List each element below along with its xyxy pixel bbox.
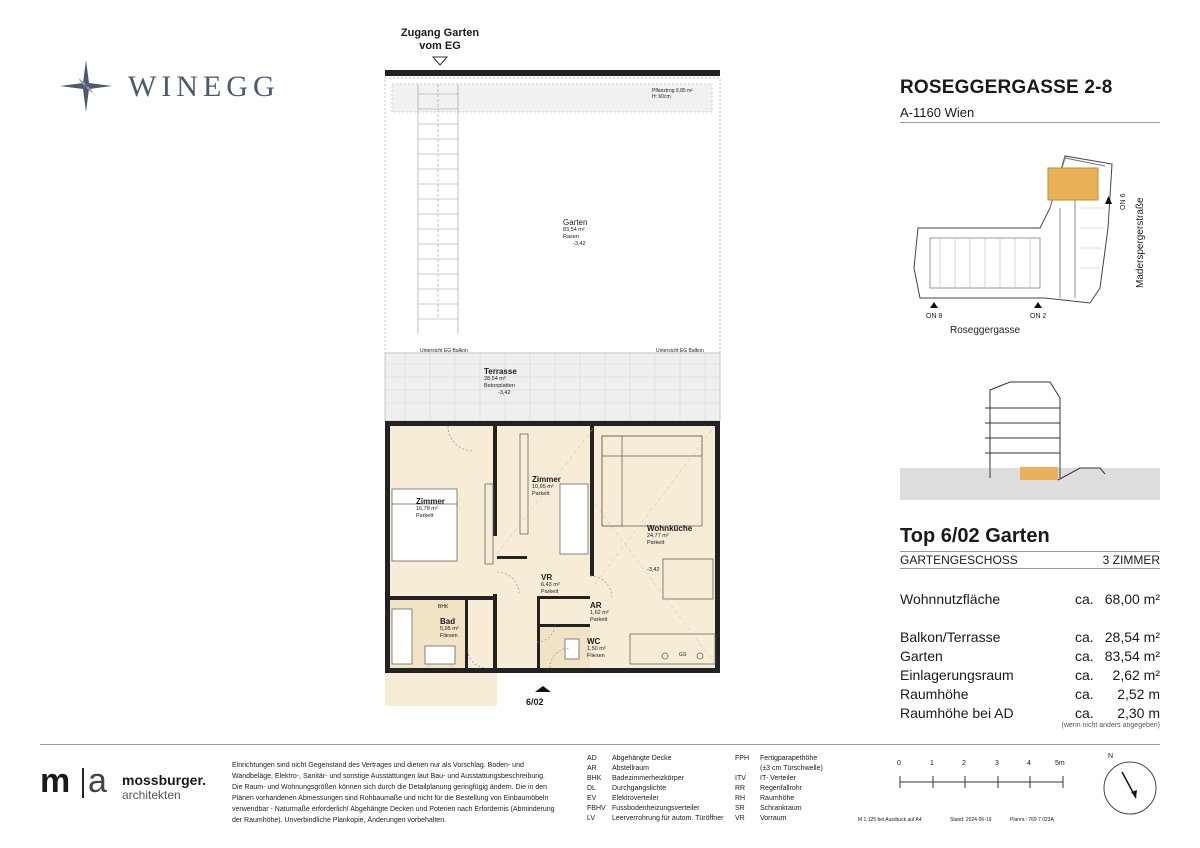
fact-row xyxy=(900,667,1160,685)
ar-label xyxy=(590,601,609,624)
fact-value: 2,52 m xyxy=(1117,686,1160,702)
legend-code: SR xyxy=(735,805,745,812)
architect-logo xyxy=(40,762,220,806)
disclaimer-line: Einrichtungen sind nicht Gegenstand des Vertrages und dienen nur als Vorschlag. Boden- und xyxy=(232,762,524,769)
legend-text: Abstellraum xyxy=(612,765,649,772)
architect-mark-m: m xyxy=(40,762,71,800)
legend-row xyxy=(735,804,855,814)
architect-mark-a: a xyxy=(88,762,107,800)
entrance-on2-label: ON 2 xyxy=(1030,313,1047,320)
ar-area: 1,62 m² xyxy=(590,610,609,616)
kueche-level: -3,42 xyxy=(647,567,660,573)
bad-name: Bad xyxy=(440,617,456,626)
scale-tick-label: 0 xyxy=(897,760,901,767)
legend-text: Abgehängte Decke xyxy=(612,755,672,762)
legend-code: RH xyxy=(735,795,746,802)
entrance-on6-marker xyxy=(1105,196,1112,204)
legend-row xyxy=(587,794,737,804)
street-bottom-label: Roseggergasse xyxy=(950,325,1021,336)
kueche-area: 24,77 m² xyxy=(647,533,669,539)
fact-row xyxy=(900,648,1160,666)
legend-row xyxy=(735,814,855,824)
unit-floor-rule xyxy=(900,568,1160,569)
ar-floor: Parkett xyxy=(590,617,608,623)
zimmer1-area: 16,78 m² xyxy=(416,506,438,512)
bhk-label: BHK xyxy=(438,604,449,610)
terrace-room-label xyxy=(484,367,517,397)
legend-row xyxy=(587,754,737,764)
garden-name: Garten xyxy=(563,218,588,227)
architect-mark-divider xyxy=(82,768,84,798)
architect-name: mossburger. xyxy=(122,772,207,788)
legend-text: Badezimmerheizkörper xyxy=(612,775,684,782)
terrace-area: 28,54 m² xyxy=(484,376,506,382)
legend-row xyxy=(587,784,737,794)
legend-text: Fussbodenheizungsverteiler xyxy=(612,805,700,812)
fact-label: Wohnnutzfläche xyxy=(900,591,1001,607)
legend-code: FPH xyxy=(735,755,749,762)
planter-label xyxy=(652,88,712,100)
wc-label xyxy=(587,637,606,660)
balcony-note-right: Untersicht EG Balkon xyxy=(656,348,704,354)
kueche-floor: Parkett xyxy=(647,540,665,546)
legend-text: Leerverrohrung für autom. Türöffner xyxy=(612,815,724,822)
legend-row xyxy=(735,754,855,764)
scale-tick-label: 2 xyxy=(962,760,966,767)
kueche-name: Wohnküche xyxy=(647,524,693,533)
fact-ca: ca. xyxy=(1075,686,1094,702)
legend-text: Schrankraum xyxy=(760,805,802,812)
legend-row xyxy=(587,814,737,824)
fact-label: Balkon/Terrasse xyxy=(900,629,1001,645)
disclaimer-line: Plänen vorhandenen Abmessungen sind Rohbaumaße und nicht für die Bestellung von Einbaumöbeln xyxy=(232,795,549,802)
architect-sub: architekten xyxy=(122,788,181,802)
fact-ca: ca. xyxy=(1075,667,1094,683)
section-view xyxy=(900,378,1160,503)
unit-title: Top 6/02 Garten xyxy=(900,525,1050,547)
legend-code: ITV xyxy=(735,775,746,782)
unit-footnote: (wenn nicht anders angegeben) xyxy=(1061,722,1160,729)
fact-ca: ca. xyxy=(1075,629,1094,645)
legend-code: AR xyxy=(587,765,597,772)
address-title: ROSEGGERGASSE 2-8 xyxy=(900,77,1113,98)
fact-row xyxy=(900,591,1160,609)
zimmer1-name: Zimmer xyxy=(416,497,445,506)
planter-line2: H: 60cm xyxy=(652,94,671,100)
garden-access-line2: vom EG xyxy=(419,40,461,52)
unit-marker-label: 6/02 xyxy=(526,697,544,707)
balcony-note-left: Untersicht EG Balkon xyxy=(420,348,468,354)
terrace-floor: Betonplatten xyxy=(484,383,515,389)
fact-ca: ca. xyxy=(1075,591,1094,607)
terrace-name: Terrasse xyxy=(484,367,517,376)
legend-row xyxy=(735,784,855,794)
scale-tick-label: 3 xyxy=(995,760,999,767)
legend-row xyxy=(587,804,737,814)
disclaimer xyxy=(232,760,572,826)
fact-row xyxy=(900,686,1160,704)
planter-line1: Pflanztrog 9,85 m² xyxy=(652,88,693,94)
address-rule xyxy=(900,122,1160,123)
legend-code: RR xyxy=(735,785,746,792)
unit-floor: GARTENGESCHOSS xyxy=(900,553,1018,567)
legend-row xyxy=(587,774,737,784)
wc-area: 1,50 m² xyxy=(587,646,606,652)
entrance-on6-label: ON 6 xyxy=(1120,193,1127,210)
legend-code: FBHV xyxy=(587,805,606,812)
garden-level: -3,42 xyxy=(573,241,586,247)
scale-tick-label: 1 xyxy=(930,760,934,767)
scale-tick-label: 4 xyxy=(1027,760,1031,767)
legend-code: DL xyxy=(587,785,596,792)
address-city: A-1160 Wien xyxy=(900,105,975,120)
zimmer2-label xyxy=(532,475,561,498)
kueche-label xyxy=(647,524,692,574)
legend-text: Vorraum xyxy=(760,815,787,822)
legend-col2 xyxy=(735,754,855,824)
disclaimer-line: Die Raum- und Wohnungsgrößen können sich durch die Detailplanung geringfügig ändern. Die in den xyxy=(232,784,548,791)
fact-row xyxy=(900,629,1160,647)
fact-value: 2,62 m² xyxy=(1112,667,1160,683)
disclaimer-line: Wandbeläge, Elektro-, Sanitär- und sonstige Ausstattungen laut Bau- und Ausstattungsbeschreibung. xyxy=(232,773,545,780)
legend-text: Regenfallrohr xyxy=(760,785,803,792)
unit-marker-arrow xyxy=(535,686,551,692)
gs-label: GS xyxy=(679,652,687,658)
garden-top-fence xyxy=(385,70,720,76)
bad-area: 5,95 m² xyxy=(440,626,459,632)
legend-row xyxy=(735,794,855,804)
street-right-label: Maderspergerstraße xyxy=(1135,197,1146,288)
legend-code: BHK xyxy=(587,775,602,782)
site-plan xyxy=(900,148,1170,338)
unit-title-rule xyxy=(900,551,1160,552)
disclaimer-line: verwendbar - Naturmaße erforderlich! Abgehängte Decken und Poterien nach Erfordernis (Abminderung xyxy=(232,806,555,813)
fact-row xyxy=(900,705,1160,723)
fact-label: Garten xyxy=(900,648,943,664)
legend-row xyxy=(735,774,855,784)
north-label: N xyxy=(1108,753,1114,760)
vr-floor: Parkett xyxy=(541,589,559,595)
brand-wordmark: WINEGG xyxy=(128,70,280,103)
scale-bar xyxy=(895,760,1075,800)
bad-label xyxy=(440,617,459,640)
bad-floor: Fliesen xyxy=(440,633,458,639)
garden-area: 83,54 m² xyxy=(563,227,585,233)
legend-text: (±3 cm Türschwelle) xyxy=(760,765,823,772)
legend-code: LV xyxy=(587,815,596,822)
zimmer2-name: Zimmer xyxy=(532,475,561,484)
fact-ca: ca. xyxy=(1075,705,1094,721)
unit-rooms: 3 ZIMMER xyxy=(1102,553,1160,567)
wc-floor: Fliesen xyxy=(587,653,605,659)
scale-tick-label: 5m xyxy=(1055,760,1065,767)
zimmer1-label xyxy=(416,497,445,520)
footer-rule xyxy=(40,744,1160,745)
legend-code: AD xyxy=(587,755,597,762)
legend-text: Fertigparapethöhe xyxy=(760,755,818,762)
vr-name: VR xyxy=(541,573,553,582)
fact-value: 83,54 m² xyxy=(1104,648,1160,664)
compass-star-icon xyxy=(58,58,114,114)
wc-name: WC xyxy=(587,637,601,646)
entrance-on2-marker xyxy=(1034,302,1042,308)
fact-label: Einlagerungsraum xyxy=(900,667,1014,683)
terrace-level: -3,42 xyxy=(498,390,511,396)
entrance-on8-marker xyxy=(930,302,938,308)
garden-access-label xyxy=(380,27,500,53)
ar-name: AR xyxy=(590,601,602,610)
vr-label xyxy=(541,573,560,596)
vr-area: 6,43 m² xyxy=(541,582,560,588)
brand-logo xyxy=(58,58,298,114)
plan-number: Plannr.: 769 7 023A xyxy=(1010,817,1054,823)
legend-text: IT- Verteiler xyxy=(760,775,796,782)
legend-col1 xyxy=(587,754,737,824)
fact-value: 68,00 m² xyxy=(1104,591,1160,607)
north-arrow-icon xyxy=(1100,752,1160,816)
fact-ca: ca. xyxy=(1075,648,1094,664)
fact-label: Raumhöhe bei AD xyxy=(900,705,1014,721)
floor-plan xyxy=(380,64,725,714)
garden-room-label xyxy=(563,218,587,248)
legend-row xyxy=(587,764,737,774)
plan-date: Stand: 2024-06-19 xyxy=(950,817,992,823)
garden-access-line1: Zugang Garten xyxy=(400,27,480,39)
entrance-on8-label: ON 8 xyxy=(926,313,943,320)
zimmer1-floor: Parkett xyxy=(416,513,434,519)
legend-text: Durchgangslichte xyxy=(612,785,667,792)
fact-label: Raumhöhe xyxy=(900,686,969,702)
scale-note: M 1:125 bei Ausdruck auf A4 xyxy=(858,817,922,823)
scale-bar-graphic xyxy=(899,772,1069,792)
legend-text: Raumhöhe xyxy=(760,795,795,802)
zimmer2-area: 10,95 m² xyxy=(532,484,554,490)
legend-row xyxy=(735,764,855,774)
legend-text: Elektroverteiler xyxy=(612,795,659,802)
zimmer2-floor: Parkett xyxy=(532,491,550,497)
disclaimer-line: der Raumhöhe). Unverbindliche Plankopie, Änderungen vorbehalten. xyxy=(232,817,447,824)
legend-code: VR xyxy=(735,815,745,822)
fact-value: 28,54 m² xyxy=(1104,629,1160,645)
fact-value: 2,30 m xyxy=(1117,705,1160,721)
legend-code: EV xyxy=(587,795,597,802)
garden-floor: Rasen xyxy=(563,234,579,240)
